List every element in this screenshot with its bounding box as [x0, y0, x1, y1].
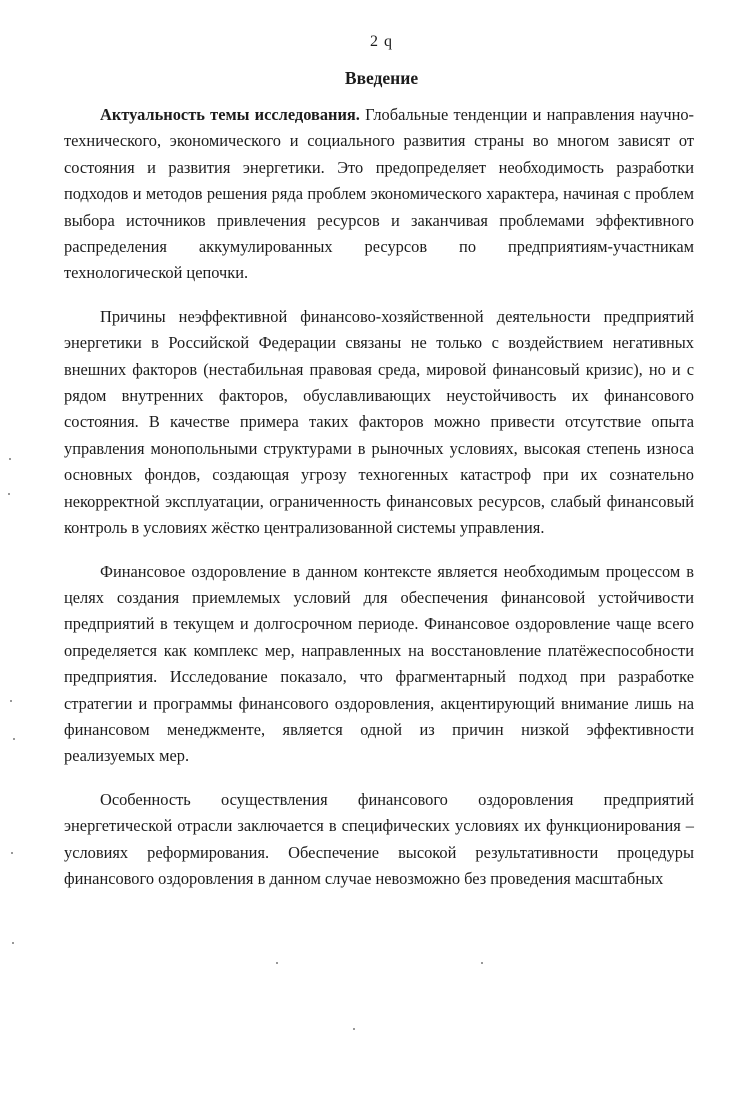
scan-speck	[12, 942, 14, 944]
scan-speck	[481, 962, 483, 964]
scan-speck	[9, 458, 11, 460]
paragraph-relevance	[64, 102, 694, 287]
scan-speck	[353, 1028, 355, 1030]
scan-speck	[276, 962, 278, 964]
scan-speck	[11, 852, 13, 854]
page-number: 2 q	[370, 33, 393, 50]
paragraph-lead: Актуальность темы исследования.	[100, 105, 360, 124]
scan-speck	[10, 700, 12, 702]
paragraph-recovery: Финансовое оздоровление в данном контексте является необходимым процессом в целях создания приемлемых условий для обеспечения финансовой устойчивости предприятий в текущем и долгосрочном периоде. Финансовое оздоровление чаще всего определяется как комплекс мер, направленных на восстановление платёжеспособности предприятия. Исследование показало, что фрагментарный подход при разработке стратегии и программы финансового оздоровления, акцентирующий внимание лишь на финансовом менеджменте, является одной из причин низкой эффективности реализуемых мер.	[64, 561, 694, 766]
paragraph-specifics: Особенность осуществления финансового оздоровления предприятий энергетической отрасли заключается в специфических условиях их функционирования – условиях реформирования. Обеспечение высокой результативности процедуры финансового оздоровления в данном случае невозможно без проведения масштабных	[64, 789, 694, 888]
section-title: Введение	[344, 68, 419, 88]
scan-speck	[13, 738, 15, 740]
paragraph-text: Глобальные тенденции и направления научно-технического, экономического и социального развития страны во многом зависят от состояния и развития энергетики. Это предопределяет необходимость разработки подходов и методов решения ряда проблем экономического характера, начиная с проблем выбора источников привлечения ресурсов и заканчивая проблемами эффективного распределения аккумулированных ресурсов по предприятиям-участникам технологической цепочки.	[64, 105, 695, 283]
body-text	[64, 102, 694, 909]
scan-speck	[8, 493, 10, 495]
paragraph-causes: Причины неэффективной финансово-хозяйственной деятельности предприятий энергетики в Российской Федерации связаны не только с воздействием негативных внешних факторов (нестабильная правовая среда, мировой финансовый кризис), но и с рядом внутренних факторов, обуславливающих неустойчивость их финансового состояния. В качестве примера таких факторов можно привести отсутствие опыта управления монопольными структурами в рыночных условиях, высокая степень износа основных фондов, создающая угрозу техногенных катастроф при их сознательно некорректной эксплуатации, ограниченность финансовых ресурсов, слабый финансовый контроль в условиях жёстко централизованной системы управления.	[64, 306, 694, 538]
